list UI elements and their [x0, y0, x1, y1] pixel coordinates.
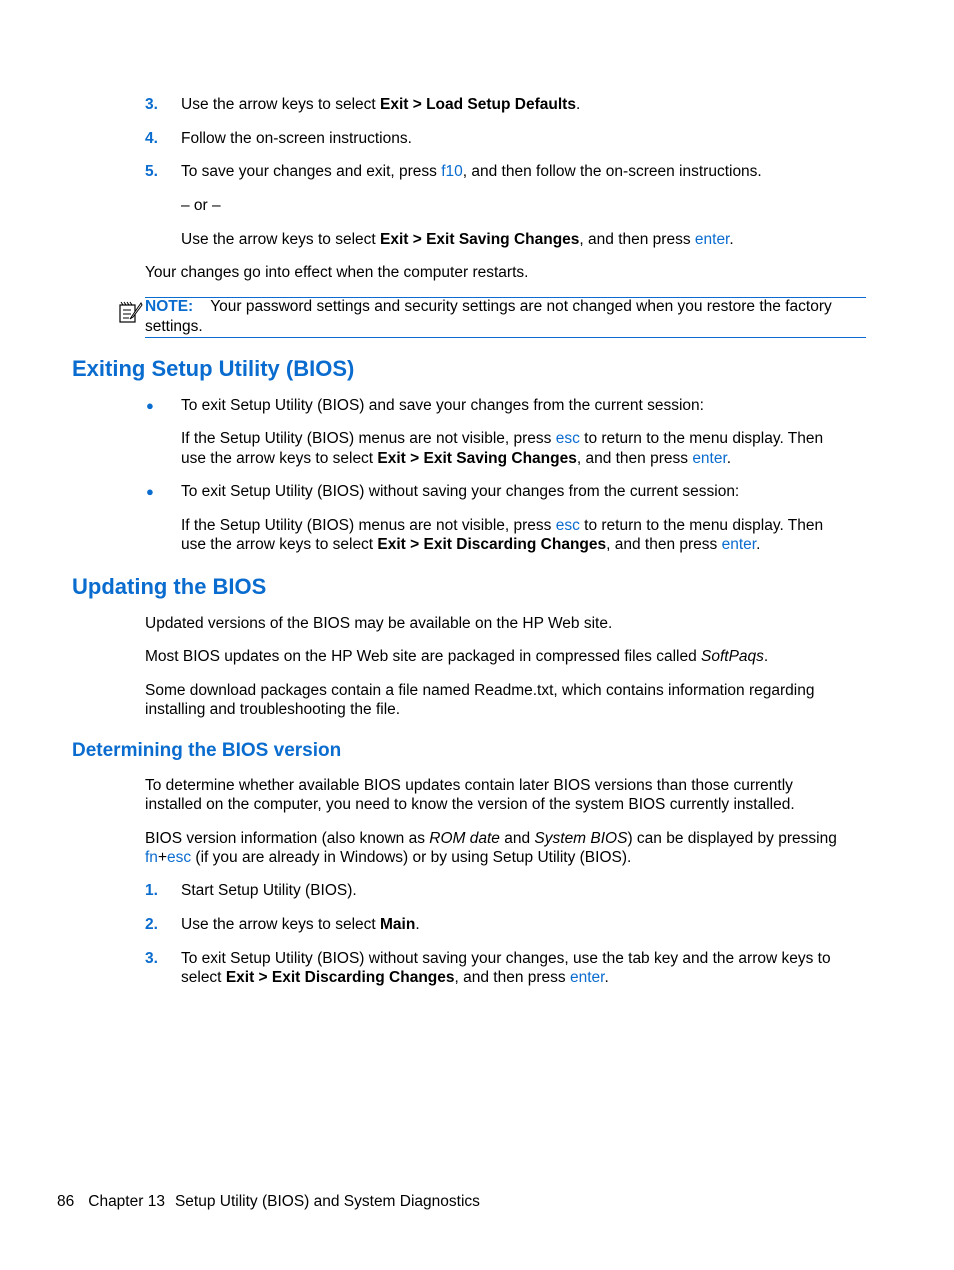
bullet-2-detail-line-1: If the Setup Utility (BIOS) menus are not visible, press esc to return to the menu display. Then — [181, 517, 824, 534]
version-step-2-number: 2. — [145, 916, 158, 933]
heading-exiting-setup: Exiting Setup Utility (BIOS) — [72, 356, 355, 381]
page-footer — [57, 1192, 480, 1212]
key-enter: enter — [721, 536, 757, 553]
heading-updating-bios: Updating the BIOS — [72, 574, 267, 599]
bullet-1-detail-line-1: If the Setup Utility (BIOS) menus are not visible, press esc to return to the menu display. Then — [181, 430, 824, 447]
alt-instruction: Use the arrow keys to select Exit > Exit Saving Changes, and then press enter. — [181, 231, 734, 248]
version-step-3-number: 3. — [145, 950, 158, 967]
key-fn: fn — [145, 849, 158, 866]
key-esc: esc — [167, 849, 192, 866]
bullet-1-text: To exit Setup Utility (BIOS) and save your changes from the current session: — [181, 397, 704, 414]
heading-determining-version: Determining the BIOS version — [72, 740, 342, 761]
bullet-2-text: To exit Setup Utility (BIOS) without saving your changes from the current session: — [181, 483, 740, 500]
note-bottom-rule — [145, 337, 866, 338]
note-line-2: settings. — [145, 318, 203, 335]
step-4-number: 4. — [145, 130, 158, 147]
version-step-3-line-2: select Exit > Exit Discarding Changes, and then press enter. — [181, 969, 609, 986]
bullet-2-detail-line-2: use the arrow keys to select Exit > Exit Discarding Changes, and then press enter. — [181, 536, 761, 553]
key-enter: enter — [694, 231, 730, 248]
key-esc: esc — [555, 430, 580, 447]
step-3-text: Use the arrow keys to select Exit > Load Setup Defaults. — [181, 96, 581, 113]
updating-paragraph-3-line-2: installing and troubleshooting the file. — [145, 701, 401, 718]
updating-paragraph-1: Updated versions of the BIOS may be available on the HP Web site. — [145, 615, 613, 632]
determining-paragraph-2-line-1: BIOS version information (also known as ROM date and System BIOS) can be displayed by pressing — [145, 830, 837, 847]
restart-paragraph: Your changes go into effect when the computer restarts. — [145, 264, 529, 281]
key-esc: esc — [555, 517, 580, 534]
determining-paragraph-1-line-1: To determine whether available BIOS updates contain later BIOS versions than those currently — [145, 777, 793, 794]
chapter-title: Setup Utility (BIOS) and System Diagnostics — [174, 1193, 480, 1210]
bullet-1: ● — [146, 398, 154, 413]
version-step-2-text: Use the arrow keys to select Main. — [181, 916, 420, 933]
step-5-number: 5. — [145, 163, 158, 180]
step-5-text: To save your changes and exit, press f10, and then follow the on-screen instructions. — [181, 163, 762, 180]
updating-paragraph-2: Most BIOS updates on the HP Web site are packaged in compressed files called SoftPaqs. — [145, 648, 769, 665]
step-4-text: Follow the on-screen instructions. — [181, 130, 412, 147]
step-3-number: 3. — [145, 96, 158, 113]
note-line-1: NOTE: Your password settings and security settings are not changed when you restore the factory — [145, 298, 832, 315]
note-label: NOTE: — [145, 298, 194, 315]
key-f10: f10 — [441, 163, 463, 180]
version-step-1-text: Start Setup Utility (BIOS). — [181, 882, 357, 899]
key-enter: enter — [569, 969, 605, 986]
updating-paragraph-3-line-1: Some download packages contain a file named Readme.txt, which contains information regarding — [145, 682, 815, 699]
determining-paragraph-1-line-2: installed on the computer, you need to know the version of the system BIOS currently installed. — [145, 796, 795, 813]
page-number: 86 — [57, 1193, 75, 1210]
chapter-number: Chapter 13 — [88, 1193, 165, 1210]
bullet-2: ● — [146, 484, 154, 499]
version-step-1-number: 1. — [145, 882, 158, 899]
bullet-1-detail-line-2: use the arrow keys to select Exit > Exit Saving Changes, and then press enter. — [181, 450, 732, 467]
note-pencil-icon — [118, 300, 144, 324]
determining-paragraph-2-line-2: fn+esc (if you are already in Windows) or by using Setup Utility (BIOS). — [145, 849, 632, 866]
or-separator: – or – — [181, 197, 221, 214]
version-step-3-line-1: To exit Setup Utility (BIOS) without saving your changes, use the tab key and the arrow keys to — [181, 950, 831, 967]
key-enter: enter — [692, 450, 727, 467]
